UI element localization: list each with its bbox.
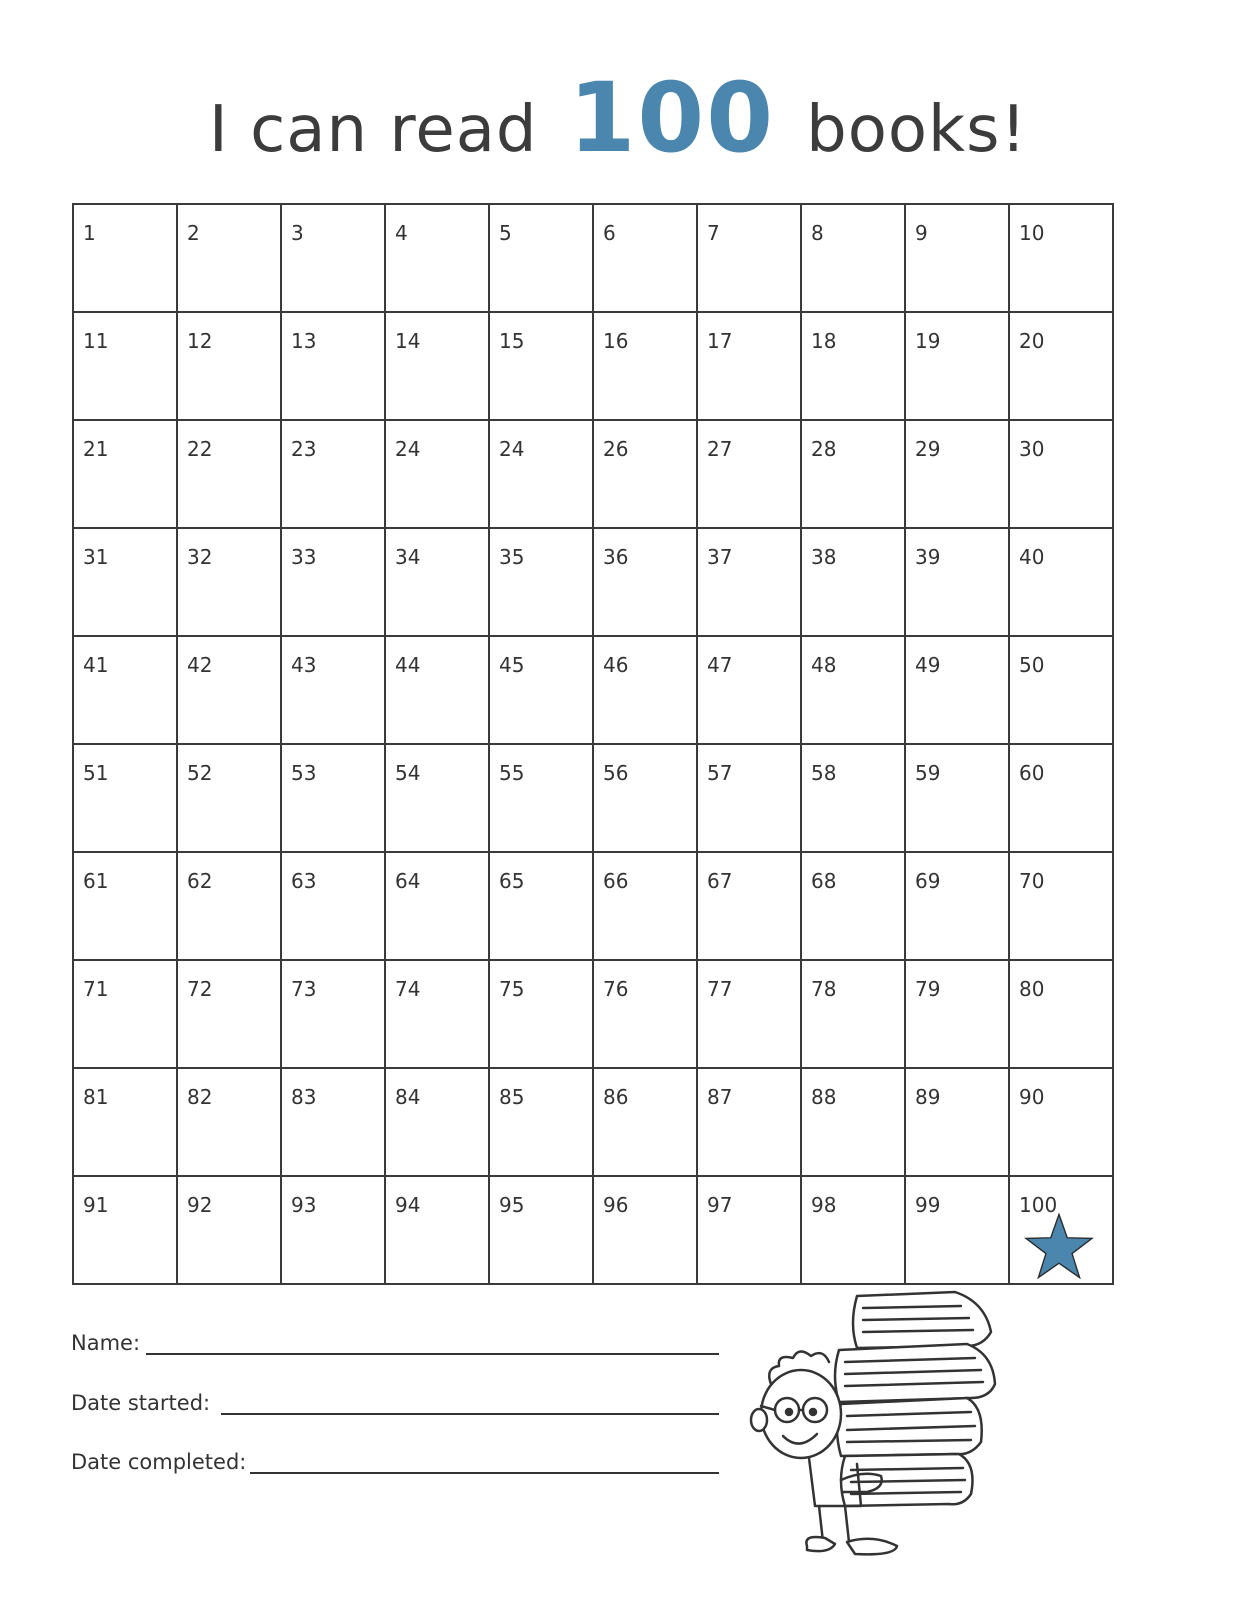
- cell-number: 9: [915, 221, 928, 245]
- grid-cell[interactable]: [697, 1068, 801, 1176]
- grid-cell[interactable]: [1009, 636, 1113, 744]
- cell-number: 85: [499, 1085, 525, 1109]
- grid-cell[interactable]: [177, 1068, 281, 1176]
- star-icon: [1024, 1213, 1094, 1279]
- grid-cell[interactable]: [801, 312, 905, 420]
- grid-cell[interactable]: [489, 960, 593, 1068]
- date-started-field[interactable]: [221, 1413, 719, 1415]
- cell-number: 38: [811, 545, 837, 569]
- cell-number: 75: [499, 977, 525, 1001]
- grid-cell[interactable]: [73, 636, 177, 744]
- grid-cell[interactable]: [489, 852, 593, 960]
- cell-number: 3: [291, 221, 304, 245]
- cell-number: 33: [291, 545, 317, 569]
- grid-cell[interactable]: [281, 1068, 385, 1176]
- cell-number: 80: [1019, 977, 1045, 1001]
- title-prefix: I can read: [208, 93, 538, 167]
- cell-number: 65: [499, 869, 525, 893]
- cell-number: 60: [1019, 761, 1045, 785]
- grid-row: [73, 852, 1113, 960]
- grid-cell[interactable]: [593, 960, 697, 1068]
- grid-row: [73, 204, 1113, 312]
- grid-cell[interactable]: [73, 312, 177, 420]
- grid-cell[interactable]: [385, 1176, 489, 1284]
- cell-number: 77: [707, 977, 733, 1001]
- cell-number: 5: [499, 221, 512, 245]
- cell-number: 45: [499, 653, 525, 677]
- grid-row: [73, 960, 1113, 1068]
- cell-number: 14: [395, 329, 421, 353]
- cell-number: 99: [915, 1193, 941, 1217]
- grid-cell[interactable]: [1009, 1068, 1113, 1176]
- grid-cell[interactable]: [281, 528, 385, 636]
- cell-number: 16: [603, 329, 629, 353]
- grid-cell[interactable]: [281, 744, 385, 852]
- cell-number: 13: [291, 329, 317, 353]
- grid-cell[interactable]: [177, 960, 281, 1068]
- grid-cell[interactable]: [385, 960, 489, 1068]
- cell-number: 4: [395, 221, 408, 245]
- grid-cell[interactable]: [281, 960, 385, 1068]
- cell-number: 88: [811, 1085, 837, 1109]
- cell-number: 37: [707, 545, 733, 569]
- cell-number: 76: [603, 977, 629, 1001]
- grid-cell[interactable]: [801, 420, 905, 528]
- grid-cell[interactable]: [697, 960, 801, 1068]
- cell-number: 55: [499, 761, 525, 785]
- grid-cell[interactable]: [697, 528, 801, 636]
- cell-number: 8: [811, 221, 824, 245]
- cell-number: 54: [395, 761, 421, 785]
- cell-number: 94: [395, 1193, 421, 1217]
- grid-cell[interactable]: [177, 528, 281, 636]
- cell-number: 58: [811, 761, 837, 785]
- grid-cell[interactable]: [385, 312, 489, 420]
- grid-cell[interactable]: [177, 312, 281, 420]
- grid-cell[interactable]: [73, 528, 177, 636]
- cell-number: 62: [187, 869, 213, 893]
- grid-cell[interactable]: [489, 528, 593, 636]
- cell-number: 82: [187, 1085, 213, 1109]
- grid-cell[interactable]: [801, 1068, 905, 1176]
- grid-row: [73, 744, 1113, 852]
- grid-cell[interactable]: [177, 636, 281, 744]
- cell-number: 19: [915, 329, 941, 353]
- cell-number: 96: [603, 1193, 629, 1217]
- name-field[interactable]: [146, 1353, 719, 1355]
- cell-number: 6: [603, 221, 616, 245]
- cell-number: 51: [83, 761, 109, 785]
- cell-number: 26: [603, 437, 629, 461]
- grid-cell[interactable]: [385, 204, 489, 312]
- grid-cell[interactable]: [593, 204, 697, 312]
- cell-number: 84: [395, 1085, 421, 1109]
- cell-number: 53: [291, 761, 317, 785]
- grid-cell[interactable]: [1009, 1176, 1113, 1284]
- grid-cell[interactable]: [697, 312, 801, 420]
- grid-row: [73, 1176, 1113, 1284]
- cell-number: 48: [811, 653, 837, 677]
- date-started-label: Date started:: [71, 1391, 211, 1415]
- grid-cell[interactable]: [385, 852, 489, 960]
- cell-number: 74: [395, 977, 421, 1001]
- cell-number: 90: [1019, 1085, 1045, 1109]
- cell-number: 91: [83, 1193, 109, 1217]
- grid-cell[interactable]: [801, 852, 905, 960]
- cell-number: 64: [395, 869, 421, 893]
- grid-cell[interactable]: [697, 636, 801, 744]
- cell-number: 66: [603, 869, 629, 893]
- cell-number: 50: [1019, 653, 1045, 677]
- cell-number: 17: [707, 329, 733, 353]
- grid-cell[interactable]: [801, 636, 905, 744]
- grid-cell[interactable]: [489, 204, 593, 312]
- cell-number: 89: [915, 1085, 941, 1109]
- cell-number: 49: [915, 653, 941, 677]
- grid-cell[interactable]: [385, 636, 489, 744]
- date-completed-label: Date completed:: [71, 1450, 247, 1474]
- grid-cell[interactable]: [73, 852, 177, 960]
- grid-cell[interactable]: [489, 1176, 593, 1284]
- cell-number: 68: [811, 869, 837, 893]
- name-label: Name:: [71, 1331, 141, 1355]
- grid-cell[interactable]: [593, 852, 697, 960]
- cell-number: 30: [1019, 437, 1045, 461]
- grid-cell[interactable]: [73, 1176, 177, 1284]
- grid-cell[interactable]: [905, 1176, 1009, 1284]
- cell-number: 81: [83, 1085, 109, 1109]
- cell-number: 44: [395, 653, 421, 677]
- grid-cell[interactable]: [1009, 204, 1113, 312]
- cell-number: 20: [1019, 329, 1045, 353]
- cell-number: 11: [83, 329, 109, 353]
- grid-cell[interactable]: [385, 1068, 489, 1176]
- cell-number: 52: [187, 761, 213, 785]
- grid-cell[interactable]: [177, 744, 281, 852]
- grid-cell[interactable]: [697, 204, 801, 312]
- cell-number: 100: [1019, 1193, 1058, 1217]
- grid-cell[interactable]: [593, 744, 697, 852]
- cell-number: 23: [291, 437, 317, 461]
- grid-cell[interactable]: [177, 204, 281, 312]
- grid-cell[interactable]: [905, 960, 1009, 1068]
- cell-number: 61: [83, 869, 109, 893]
- cell-number: 2: [187, 221, 200, 245]
- cell-number: 87: [707, 1085, 733, 1109]
- title-suffix: books!: [806, 93, 1028, 167]
- grid-cell[interactable]: [489, 744, 593, 852]
- grid-cell[interactable]: [1009, 852, 1113, 960]
- cell-number: 97: [707, 1193, 733, 1217]
- cell-number: 63: [291, 869, 317, 893]
- grid-cell[interactable]: [73, 204, 177, 312]
- cell-number: 27: [707, 437, 733, 461]
- cell-number: 67: [707, 869, 733, 893]
- cell-number: 71: [83, 977, 109, 1001]
- grid-cell[interactable]: [489, 636, 593, 744]
- grid-cell[interactable]: [905, 528, 1009, 636]
- grid-cell[interactable]: [801, 1176, 905, 1284]
- grid-cell[interactable]: [489, 420, 593, 528]
- cell-number: 57: [707, 761, 733, 785]
- grid-cell[interactable]: [801, 960, 905, 1068]
- cell-number: 72: [187, 977, 213, 1001]
- cell-number: 1: [83, 221, 96, 245]
- title-number: 100: [568, 62, 776, 174]
- kid-head-icon: [751, 1351, 841, 1458]
- cell-number: 31: [83, 545, 109, 569]
- book-count-grid: [72, 203, 1114, 1285]
- grid-cell[interactable]: [1009, 528, 1113, 636]
- grid-cell[interactable]: [593, 420, 697, 528]
- cell-number: 40: [1019, 545, 1045, 569]
- grid-cell[interactable]: [281, 312, 385, 420]
- grid-cell[interactable]: [905, 852, 1009, 960]
- cell-number: 73: [291, 977, 317, 1001]
- grid-cell[interactable]: [177, 420, 281, 528]
- grid-cell[interactable]: [905, 1068, 1009, 1176]
- grid-cell[interactable]: [905, 420, 1009, 528]
- grid-cell[interactable]: [1009, 744, 1113, 852]
- cell-number: 43: [291, 653, 317, 677]
- cell-number: 18: [811, 329, 837, 353]
- grid-cell[interactable]: [593, 1176, 697, 1284]
- cell-number: 79: [915, 977, 941, 1001]
- grid-cell[interactable]: [177, 852, 281, 960]
- cell-number: 22: [187, 437, 213, 461]
- grid-cell[interactable]: [1009, 420, 1113, 528]
- grid-cell[interactable]: [1009, 312, 1113, 420]
- grid-cell[interactable]: [489, 312, 593, 420]
- cell-number: 70: [1019, 869, 1045, 893]
- cell-number: 92: [187, 1193, 213, 1217]
- grid-cell[interactable]: [281, 420, 385, 528]
- grid-cell[interactable]: [801, 204, 905, 312]
- cell-number: 56: [603, 761, 629, 785]
- grid-cell[interactable]: [801, 744, 905, 852]
- grid-cell[interactable]: [697, 420, 801, 528]
- cell-number: 35: [499, 545, 525, 569]
- grid-cell[interactable]: [593, 1068, 697, 1176]
- cell-number: 24: [499, 437, 525, 461]
- cell-number: 12: [187, 329, 213, 353]
- grid-cell[interactable]: [801, 528, 905, 636]
- cell-number: 15: [499, 329, 525, 353]
- grid-cell[interactable]: [905, 636, 1009, 744]
- grid-cell[interactable]: [73, 960, 177, 1068]
- grid-cell[interactable]: [593, 528, 697, 636]
- cell-number: 21: [83, 437, 109, 461]
- cell-number: 69: [915, 869, 941, 893]
- grid-cell[interactable]: [1009, 960, 1113, 1068]
- kid-carrying-books-icon: [745, 1284, 1005, 1564]
- cell-number: 10: [1019, 221, 1045, 245]
- cell-number: 93: [291, 1193, 317, 1217]
- grid-cell[interactable]: [593, 312, 697, 420]
- grid-cell[interactable]: [73, 744, 177, 852]
- cell-number: 39: [915, 545, 941, 569]
- grid-cell[interactable]: [385, 420, 489, 528]
- cell-number: 95: [499, 1193, 525, 1217]
- grid-cell[interactable]: [281, 852, 385, 960]
- grid-cell[interactable]: [489, 1068, 593, 1176]
- grid-cell[interactable]: [593, 636, 697, 744]
- grid-cell[interactable]: [281, 204, 385, 312]
- cell-number: 83: [291, 1085, 317, 1109]
- grid-cell[interactable]: [73, 1068, 177, 1176]
- cell-number: 86: [603, 1085, 629, 1109]
- grid-cell[interactable]: [385, 744, 489, 852]
- cell-number: 34: [395, 545, 421, 569]
- grid-cell[interactable]: [73, 420, 177, 528]
- cell-number: 46: [603, 653, 629, 677]
- cell-number: 47: [707, 653, 733, 677]
- cell-number: 41: [83, 653, 109, 677]
- grid-cell[interactable]: [281, 636, 385, 744]
- grid-row: [73, 1068, 1113, 1176]
- cell-number: 36: [603, 545, 629, 569]
- cell-number: 24: [395, 437, 421, 461]
- grid-cell[interactable]: [697, 852, 801, 960]
- grid-cell[interactable]: [697, 744, 801, 852]
- date-completed-field[interactable]: [250, 1472, 719, 1474]
- cell-number: 78: [811, 977, 837, 1001]
- cell-number: 59: [915, 761, 941, 785]
- grid-cell[interactable]: [281, 1176, 385, 1284]
- page-title: [0, 62, 1236, 174]
- cell-number: 7: [707, 221, 720, 245]
- grid-cell[interactable]: [905, 744, 1009, 852]
- cell-number: 98: [811, 1193, 837, 1217]
- grid-row: [73, 528, 1113, 636]
- grid-row: [73, 636, 1113, 744]
- grid-cell[interactable]: [385, 528, 489, 636]
- cell-number: 32: [187, 545, 213, 569]
- grid-cell[interactable]: [697, 1176, 801, 1284]
- grid-row: [73, 312, 1113, 420]
- grid-cell[interactable]: [905, 204, 1009, 312]
- cell-number: 28: [811, 437, 837, 461]
- grid-cell[interactable]: [177, 1176, 281, 1284]
- grid-cell[interactable]: [905, 312, 1009, 420]
- cell-number: 42: [187, 653, 213, 677]
- grid-row: [73, 420, 1113, 528]
- cell-number: 29: [915, 437, 941, 461]
